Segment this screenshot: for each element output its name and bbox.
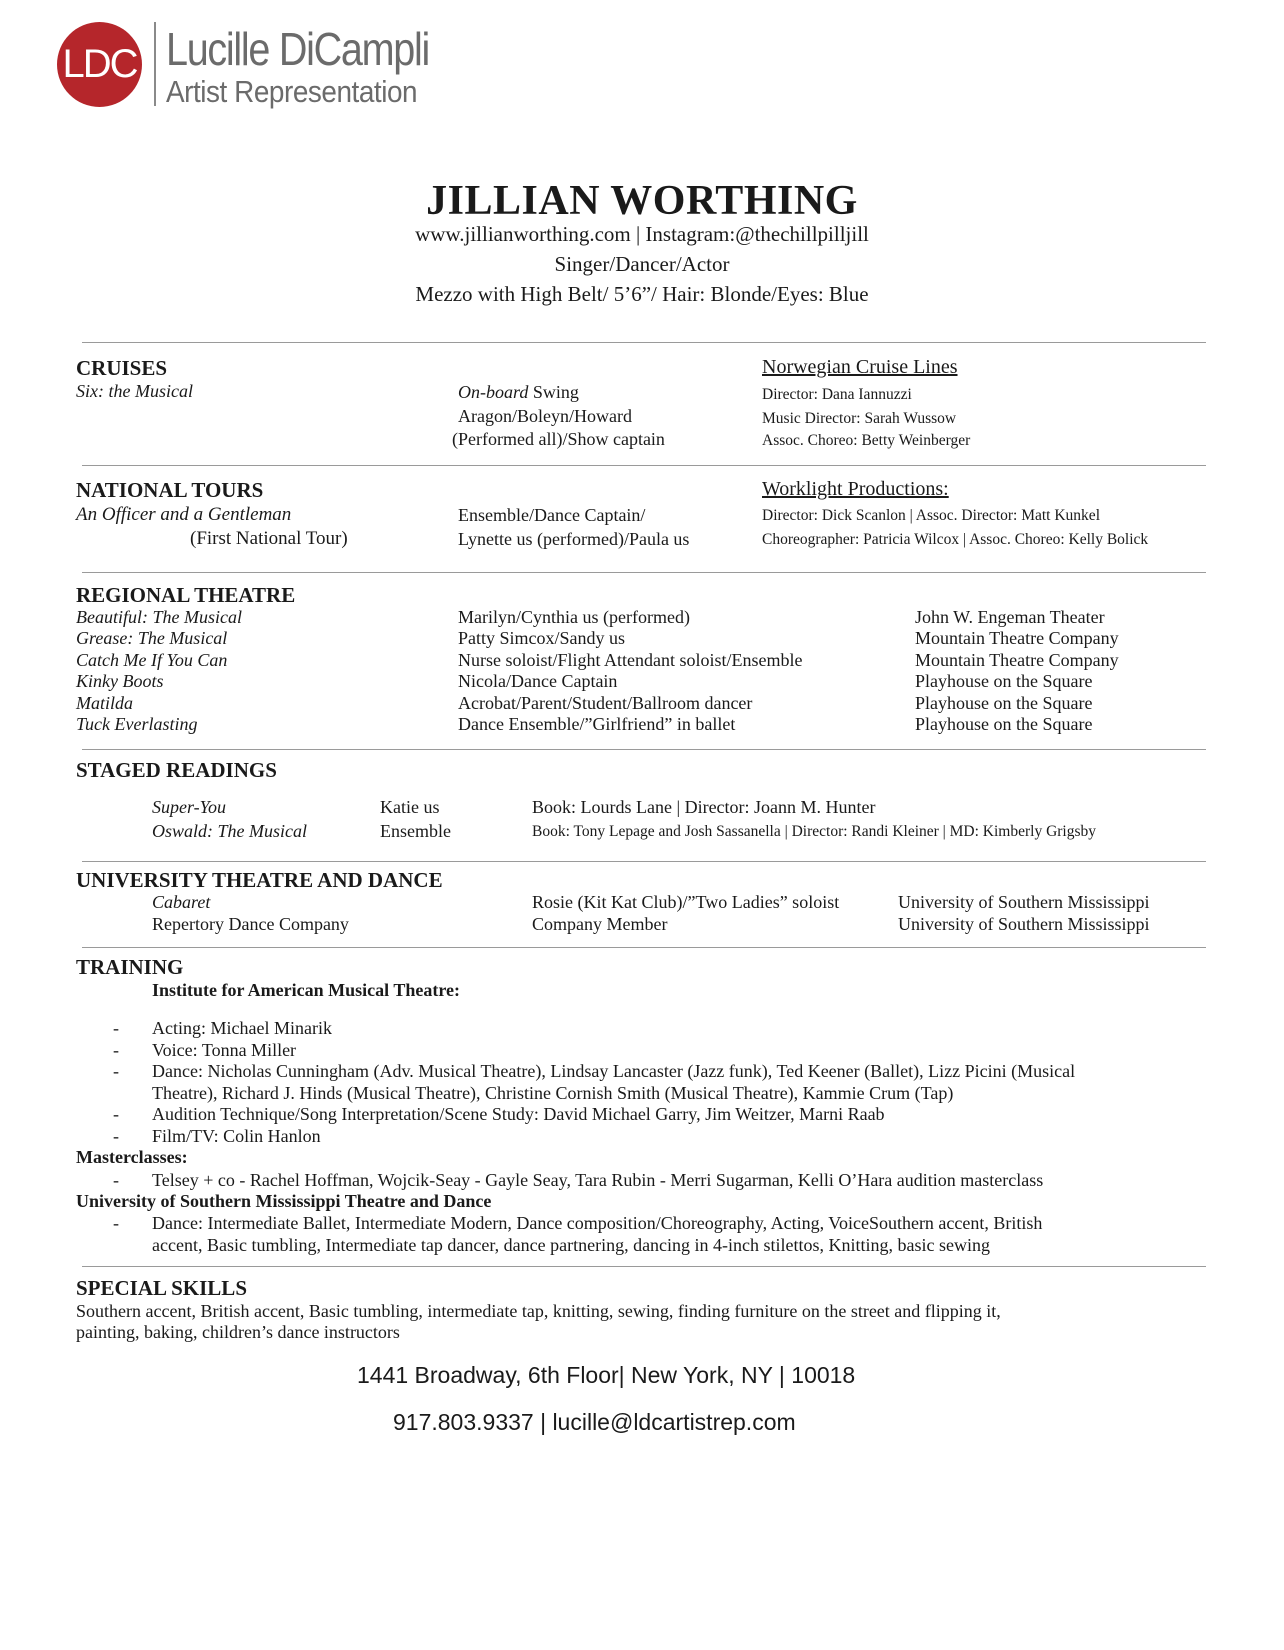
- training-item: Acting: Michael Minarik: [152, 1018, 332, 1038]
- section-divider: [82, 947, 1206, 948]
- regional-role: Nurse soloist/Flight Attendant soloist/Ensemble: [458, 650, 803, 670]
- tours-credit-1: Director: Dick Scanlon | Assoc. Director: Matt Kunkel: [762, 507, 1100, 524]
- reading-show: Super-You: [152, 797, 226, 817]
- regional-show: Matilda: [76, 693, 133, 713]
- performer-type: Singer/Dancer/Actor: [554, 252, 730, 276]
- tours-role-1: Ensemble/Dance Captain/: [458, 505, 646, 525]
- cruises-credit-1: Director: Dana Iannuzzi: [762, 386, 912, 403]
- skills-line-2: painting, baking, children’s dance instructors: [76, 1322, 400, 1342]
- training-institute: Institute for American Musical Theatre:: [152, 980, 460, 1000]
- regional-venue: Mountain Theatre Company: [915, 650, 1119, 670]
- regional-show: Tuck Everlasting: [76, 714, 198, 734]
- cruises-role: [458, 382, 579, 403]
- reading-credit: Book: Lourds Lane | Director: Joann M. Hunter: [532, 797, 876, 817]
- cruises-credit-2: Music Director: Sarah Wussow: [762, 410, 957, 427]
- cruises-role-3: (Performed all)/Show captain: [452, 429, 665, 449]
- list-dash: -: [113, 1040, 119, 1060]
- university-show: Cabaret: [152, 892, 211, 912]
- list-dash: -: [113, 1213, 119, 1233]
- cruises-show: Six: the Musical: [76, 381, 193, 401]
- skills-heading: SPECIAL SKILLS: [76, 1276, 247, 1300]
- regional-venue: John W. Engeman Theater: [915, 607, 1105, 627]
- cruises-company: Norwegian Cruise Lines: [762, 356, 958, 378]
- university-heading: UNIVERSITY THEATRE AND DANCE: [76, 868, 443, 892]
- logo-divider: [154, 22, 156, 106]
- list-dash: -: [113, 1126, 119, 1146]
- section-divider: [82, 342, 1206, 343]
- regional-role: Acrobat/Parent/Student/Ballroom dancer: [458, 693, 753, 713]
- regional-role: Dance Ensemble/”Girlfriend” in ballet: [458, 714, 736, 734]
- regional-role: Patty Simcox/Sandy us: [458, 628, 626, 648]
- tours-show-2: (First National Tour): [190, 528, 348, 549]
- cruises-heading: CRUISES: [76, 356, 168, 380]
- regional-show: Beautiful: The Musical: [76, 607, 242, 627]
- regional-venue: Mountain Theatre Company: [915, 628, 1119, 648]
- training-item: Theatre), Richard J. Hinds (Musical Theatre), Christine Cornish Smith (Musical Theatre), Kammie Crum (Tap): [152, 1083, 954, 1103]
- usm-item-line-1: Dance: Intermediate Ballet, Intermediate Modern, Dance composition/Choreography, Acting, VoiceSouthern accent, British: [152, 1213, 1043, 1233]
- reading-role: Katie us: [380, 797, 440, 817]
- usm-item-line-2: accent, Basic tumbling, Intermediate tap dancer, dance partnering, dancing in 4-inch stilettos, Knitting, basic sewing: [152, 1235, 991, 1255]
- regional-venue: Playhouse on the Square: [915, 671, 1093, 691]
- skills-line-1: Southern accent, British accent, Basic tumbling, intermediate tap, knitting, sewing, finding furniture on the street and flipping it,: [76, 1301, 1001, 1321]
- tours-role-2: Lynette us (performed)/Paula us: [458, 529, 690, 549]
- cruises-role-rest: Swing: [528, 382, 579, 402]
- university-role: Rosie (Kit Kat Club)/”Two Ladies” soloist: [532, 892, 840, 912]
- masterclasses-heading: Masterclasses:: [76, 1147, 188, 1167]
- section-divider: [82, 572, 1206, 573]
- university-venue: University of Southern Mississippi: [898, 892, 1150, 912]
- regional-show: Kinky Boots: [76, 671, 164, 691]
- agency-name: Lucille DiCampli: [166, 23, 429, 75]
- regional-role: Marilyn/Cynthia us (performed): [458, 607, 690, 627]
- cruises-role-2: Aragon/Boleyn/Howard: [458, 406, 632, 426]
- training-item: Film/TV: Colin Hanlon: [152, 1126, 321, 1146]
- performer-stats: Mezzo with High Belt/ 5’6”/ Hair: Blonde/Eyes: Blue: [415, 282, 869, 306]
- list-dash: -: [113, 1104, 119, 1124]
- regional-venue: Playhouse on the Square: [915, 693, 1093, 713]
- usm-heading: University of Southern Mississippi Theatre and Dance: [76, 1191, 492, 1211]
- performer-links: www.jillianworthing.com | Instagram:@thechillpilljill: [415, 222, 869, 246]
- masterclass-item: Telsey + co - Rachel Hoffman, Wojcik-Seay - Gayle Seay, Tara Rubin - Merri Sugarman, Kelli O’Hara audition masterclass: [152, 1170, 1044, 1190]
- reading-show: Oswald: The Musical: [152, 821, 307, 841]
- university-role: Company Member: [532, 914, 668, 934]
- agency-logo-mark: [57, 22, 142, 107]
- agency-address: 1441 Broadway, 6th Floor| New York, NY | 10018: [357, 1362, 856, 1388]
- list-dash: -: [113, 1061, 119, 1081]
- training-item: Dance: Nicholas Cunningham (Adv. Musical Theatre), Lindsay Lancaster (Jazz funk), Ted Keener (Ballet), Lizz Picini (Musical: [152, 1061, 1076, 1081]
- regional-show: Catch Me If You Can: [76, 650, 228, 670]
- tours-heading: NATIONAL TOURS: [76, 478, 264, 502]
- tours-show: An Officer and a Gentleman: [76, 504, 292, 525]
- section-divider: [82, 749, 1206, 750]
- training-heading: TRAINING: [76, 955, 184, 979]
- university-venue: University of Southern Mississippi: [898, 914, 1150, 934]
- cruises-role-italic: On-board: [458, 382, 529, 402]
- reading-role: Ensemble: [380, 821, 451, 841]
- regional-show: Grease: The Musical: [76, 628, 228, 648]
- training-item: Voice: Tonna Miller: [152, 1040, 297, 1060]
- regional-role: Nicola/Dance Captain: [458, 671, 618, 691]
- regional-venue: Playhouse on the Square: [915, 714, 1093, 734]
- tours-credit-2: Choreographer: Patricia Wilcox | Assoc. Choreo: Kelly Bolick: [762, 531, 1149, 548]
- section-divider: [82, 465, 1206, 466]
- list-dash: -: [113, 1018, 119, 1038]
- agency-subtitle: Artist Representation: [166, 74, 418, 109]
- list-dash: -: [113, 1170, 119, 1190]
- logo-initials: LDC: [62, 42, 137, 86]
- university-show: Repertory Dance Company: [152, 914, 349, 934]
- regional-heading: REGIONAL THEATRE: [76, 583, 296, 607]
- section-divider: [82, 1266, 1206, 1267]
- readings-heading: STAGED READINGS: [76, 758, 277, 782]
- training-item: Audition Technique/Song Interpretation/Scene Study: David Michael Garry, Jim Weitzer, Marni Raab: [152, 1104, 885, 1124]
- cruises-credit-3: Assoc. Choreo: Betty Weinberger: [762, 432, 971, 449]
- agency-contact: 917.803.9337 | lucille@ldcartistrep.com: [393, 1409, 796, 1435]
- reading-credit: Book: Tony Lepage and Josh Sassanella | Director: Randi Kleiner | MD: Kimberly Grigsby: [532, 823, 1097, 840]
- performer-name: JILLIAN WORTHING: [426, 178, 858, 224]
- tours-company: Worklight Productions:: [762, 478, 949, 500]
- section-divider: [82, 861, 1206, 862]
